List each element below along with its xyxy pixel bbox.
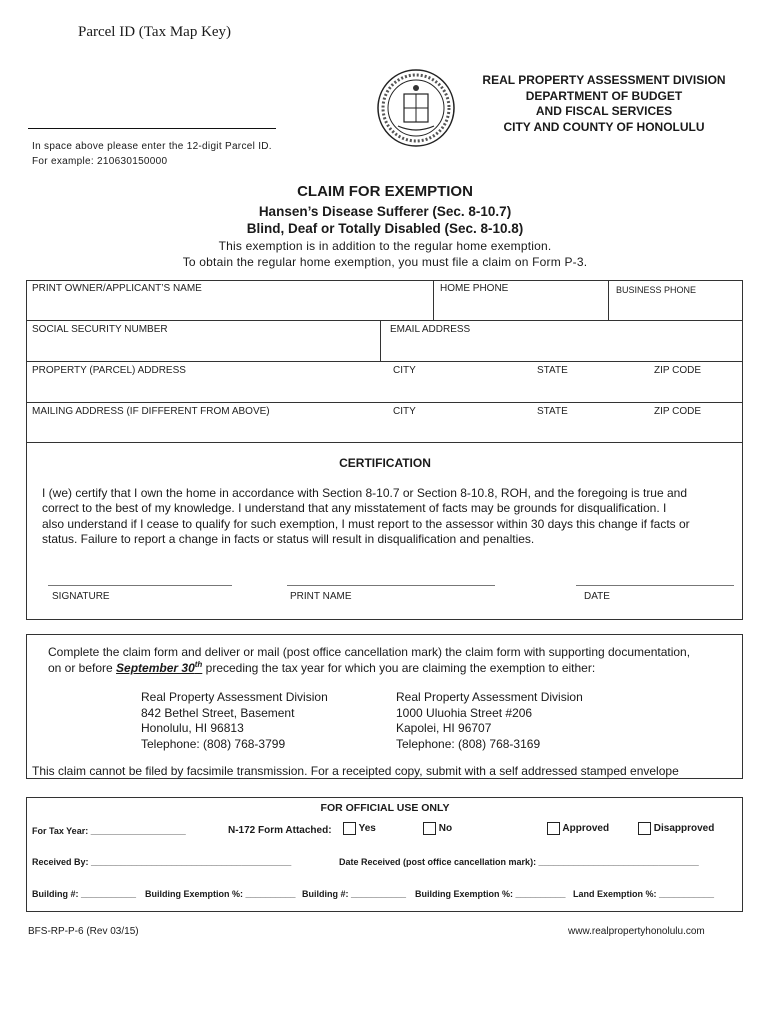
office-honolulu bbox=[141, 690, 328, 752]
land-exemption-field[interactable]: Land Exemption %: ___________ bbox=[573, 889, 715, 899]
disapproved-label: Disapproved bbox=[653, 823, 715, 835]
property-state-field[interactable]: STATE bbox=[537, 365, 568, 376]
property-zip-field[interactable]: ZIP CODE bbox=[654, 365, 702, 376]
n172-label: N-172 Form Attached: bbox=[228, 825, 332, 836]
mailing-zip-field[interactable]: ZIP CODE bbox=[654, 406, 702, 417]
print-name-line[interactable] bbox=[287, 585, 495, 586]
business-phone-field[interactable]: BUSINESS PHONE bbox=[616, 285, 697, 295]
office-1-line-4: Telephone: (808) 768-3799 bbox=[141, 736, 286, 751]
certification-line-1: I (we) certify that I own the home in accordance with Section 8-10.7 or Section 8-10.8, ROH, and the foregoing is true and bbox=[42, 486, 688, 500]
form-title: CLAIM FOR EXEMPTION bbox=[297, 183, 473, 200]
mailing-state-field[interactable]: STATE bbox=[537, 406, 568, 417]
office-2-line-4: Telephone: (808) 768-3169 bbox=[396, 736, 541, 751]
deadline-suffix: th bbox=[194, 660, 203, 669]
building-number-field-2[interactable]: Building #: ___________ bbox=[302, 889, 407, 899]
date-received-field[interactable]: Date Received (post office cancellation mark): ________________________________ bbox=[339, 857, 699, 867]
no-label: No bbox=[438, 823, 453, 835]
form-id: BFS-RP-P-6 (Rev 03/15) bbox=[28, 926, 139, 937]
office-1-line-2: 842 Bethel Street, Basement bbox=[141, 705, 295, 720]
parcel-id-example: For example: 210630150000 bbox=[32, 156, 168, 167]
disapproved-option[interactable] bbox=[638, 822, 714, 835]
certification-text bbox=[42, 486, 742, 547]
form-note-2: To obtain the regular home exemption, you must file a claim on Form P-3. bbox=[182, 255, 588, 269]
home-phone-field[interactable]: HOME PHONE bbox=[440, 283, 509, 294]
email-field[interactable]: EMAIL ADDRESS bbox=[390, 324, 471, 335]
certification-line-2: correct to the best of my knowledge. I understand that any misstatement of facts may be grounds for disqualification. I bbox=[42, 501, 667, 516]
received-by-field[interactable]: Received By: ________________________________________ bbox=[32, 857, 292, 867]
building-number-field-1[interactable]: Building #: ___________ bbox=[32, 889, 137, 899]
form-subtitle-1: Hansen’s Disease Sufferer (Sec. 8-10.7) bbox=[258, 204, 512, 219]
yes-label: Yes bbox=[358, 823, 376, 835]
office-kapolei bbox=[396, 690, 583, 752]
disapproved-checkbox[interactable] bbox=[638, 822, 651, 835]
office-1-line-1: Real Property Assessment Division bbox=[141, 690, 328, 704]
n172-yes-option[interactable] bbox=[343, 822, 376, 835]
parcel-id-title: Parcel ID (Tax Map Key) bbox=[78, 24, 232, 40]
official-use-heading: FOR OFFICIAL USE ONLY bbox=[320, 802, 450, 814]
approved-option[interactable] bbox=[547, 822, 609, 835]
parcel-id-input-line[interactable] bbox=[28, 128, 276, 129]
parcel-id-hint: In space above please enter the 12-digit Parcel ID. bbox=[32, 141, 272, 152]
office-2-line-1: Real Property Assessment Division bbox=[396, 690, 583, 704]
instructions-post: preceding the tax year for which you are claiming the exemption to either: bbox=[202, 661, 596, 675]
website-link[interactable]: www.realpropertyhonolulu.com bbox=[568, 926, 705, 937]
header-line-1: REAL PROPERTY ASSESSMENT DIVISION bbox=[482, 73, 726, 87]
owner-name-field[interactable]: PRINT OWNER/APPLICANT’S NAME bbox=[32, 283, 202, 294]
deadline-date bbox=[116, 661, 202, 675]
date-line[interactable] bbox=[576, 585, 734, 586]
signature-line[interactable] bbox=[48, 585, 232, 586]
yes-checkbox[interactable] bbox=[343, 822, 356, 835]
instructions-line-2 bbox=[48, 660, 595, 675]
office-2-line-2: 1000 Uluohia Street #206 bbox=[396, 705, 533, 720]
property-city-field[interactable]: CITY bbox=[393, 365, 416, 376]
header-line-4: CITY AND COUNTY OF HONOLULU bbox=[503, 119, 705, 134]
city-seal-icon bbox=[376, 68, 456, 148]
ssn-field[interactable]: SOCIAL SECURITY NUMBER bbox=[32, 324, 168, 335]
mailing-address-field[interactable]: MAILING ADDRESS (IF DIFFERENT FROM ABOVE) bbox=[32, 406, 270, 417]
date-label: DATE bbox=[584, 591, 610, 602]
certification-heading: CERTIFICATION bbox=[339, 456, 431, 470]
deadline-text: September 30 bbox=[116, 661, 195, 675]
instructions-pre: on or before bbox=[48, 661, 117, 675]
approved-label: Approved bbox=[562, 823, 610, 835]
office-2-line-3: Kapolei, HI 96707 bbox=[396, 721, 492, 735]
certification-line-3: also understand if I cease to qualify for such exemption, I must report to the assessor within 30 days this change if facts or bbox=[42, 516, 690, 531]
print-name-label: PRINT NAME bbox=[290, 591, 352, 602]
office-1-line-3: Honolulu, HI 96813 bbox=[141, 721, 244, 735]
department-header bbox=[462, 73, 746, 135]
header-line-2: DEPARTMENT OF BUDGET bbox=[525, 88, 683, 103]
building-exemption-field-2[interactable]: Building Exemption %: __________ bbox=[415, 889, 566, 899]
header-line-3: AND FISCAL SERVICES bbox=[535, 104, 673, 118]
form-note-1: This exemption is in addition to the regular home exemption. bbox=[218, 239, 552, 253]
form-subtitle-2: Blind, Deaf or Totally Disabled (Sec. 8-10.8) bbox=[246, 221, 524, 236]
no-checkbox[interactable] bbox=[423, 822, 436, 835]
building-exemption-field-1[interactable]: Building Exemption %: __________ bbox=[145, 889, 296, 899]
approved-checkbox[interactable] bbox=[547, 822, 560, 835]
tax-year-field[interactable]: For Tax Year: ___________________ bbox=[32, 826, 186, 836]
certification-line-4: status. Failure to report a change in facts or status will result in disqualification and penalties. bbox=[42, 531, 535, 546]
property-address-field[interactable]: PROPERTY (PARCEL) ADDRESS bbox=[32, 365, 186, 376]
n172-no-option[interactable] bbox=[423, 822, 452, 835]
fax-note: This claim cannot be filed by facsimile transmission. For a receipted copy, submit with a self addressed stamped envelope bbox=[32, 764, 679, 778]
signature-label: SIGNATURE bbox=[52, 591, 110, 602]
instructions-line-1: Complete the claim form and deliver or mail (post office cancellation mark) the claim form with supporting documentation, bbox=[48, 645, 691, 659]
mailing-city-field[interactable]: CITY bbox=[393, 406, 416, 417]
